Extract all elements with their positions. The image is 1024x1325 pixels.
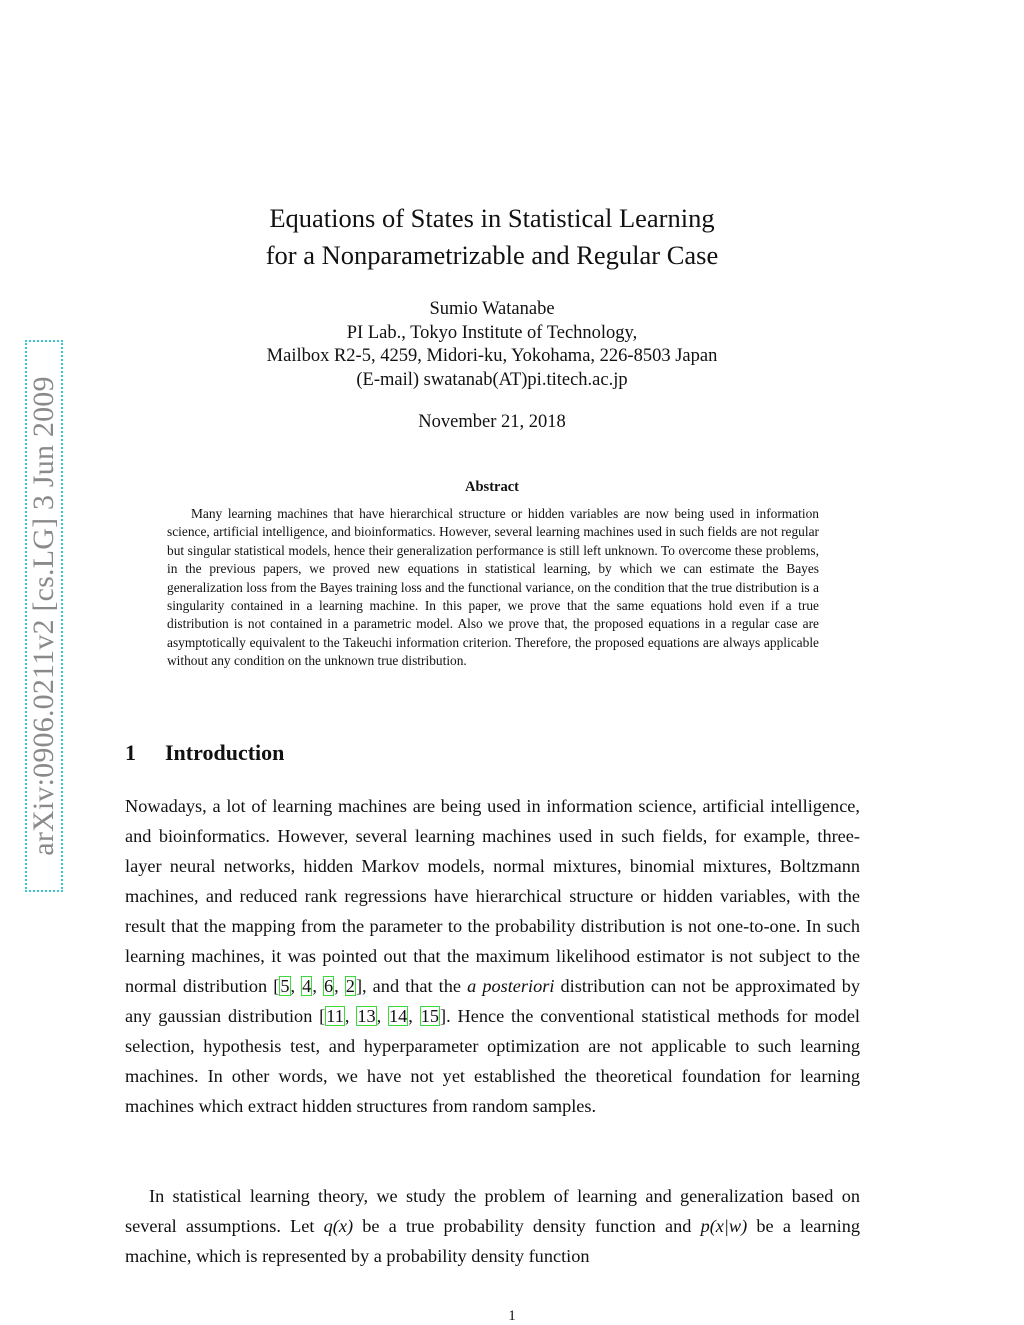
citation-link[interactable]: 4: [302, 976, 312, 996]
para2-text-3: be a learning machine, which is represented by a probability density function: [125, 1216, 860, 1266]
citation-link[interactable]: 2: [345, 976, 355, 996]
citation-link[interactable]: 6: [323, 976, 334, 996]
intro-paragraph-2: [125, 1181, 860, 1271]
citation-link[interactable]: 13: [357, 1006, 376, 1026]
para1-text-3: distribution can not be approximated by any gaussian distribution [: [125, 976, 861, 1026]
section-title: Introduction: [165, 740, 285, 765]
author-name: Sumio Watanabe: [429, 299, 555, 319]
math-q-of-x: q(x): [323, 1216, 354, 1236]
para1-italic-term: a posteriori: [467, 976, 555, 996]
math-p-of-x-given-w: p(x|w): [700, 1216, 748, 1236]
title-line-1: Equations of States in Statistical Learning: [269, 203, 715, 233]
author-email: (E-mail) swatanab(AT)pi.titech.ac.jp: [356, 369, 628, 390]
title-line-2: for a Nonparametrizable and Regular Case: [265, 240, 719, 270]
arxiv-stamp[interactable]: arXiv:0906.0211v2 [cs.LG] 3 Jun 2009: [27, 376, 60, 856]
para1-text-4: ]. Hence the conventional statistical methods for model selection, hypothesis test, and hyperparameter optimization are not applicable to such learning machines. In other words, we have not yet established the theoretical foundation for learning machines which extract hidden structures from random samples.: [125, 1006, 861, 1116]
para1-text-1: Nowadays, a lot of learning machines are being used in information science, artificial intelligence, and bioinformatics. However, several learning machines used in such fields, for example, three-layer neural networks, hidden Markov models, normal mixtures, binomial mixtures, Boltzmann machines, and reduced rank regressions have hierarchical structure or hidden variables, with the result that the mapping from the parameter to the probability distribution is not one-to-one. In such learning machines, it was pointed out that the maximum likelihood estimator is not subject to the normal distribution [: [125, 796, 860, 996]
author-block: [140, 298, 844, 392]
citation-link[interactable]: 11: [326, 1006, 344, 1026]
citation-link[interactable]: 14: [389, 1006, 408, 1026]
citation-link[interactable]: 5: [280, 976, 290, 996]
abstract-heading: Abstract: [465, 479, 519, 495]
paper-date: November 21, 2018: [418, 412, 566, 432]
author-affiliation: PI Lab., Tokyo Institute of Technology,: [346, 322, 638, 343]
section-heading-introduction: [125, 740, 284, 766]
section-number: 1: [125, 740, 136, 765]
page-number: 1: [508, 1308, 516, 1324]
paper-title: [140, 200, 844, 274]
abstract-text: Many learning machines that have hierarchical structure or hidden variables are now being used in information science, artificial intelligence, and bioinformatics. However, several learning machines used in such fields are not regular but singular statistical models, hence their generalization performance is still left unknown. To overcome these problems, in the previous papers, we proved new equations in statistical learning, by which we can estimate the Bayes generalization loss from the Bayes training loss and the functional variance, on the condition that the true distribution is a singularity contained in a learning machine. In this paper, we prove that the same equations hold even if a true distribution is not contained in a parametric model. Also we prove that, the proposed equations in a regular case are asymptotically equivalent to the Takeuchi information criterion. Therefore, the proposed equations are always applicable without any condition on the unknown true distribution.: [167, 506, 819, 669]
intro-paragraph-1: Nowadays, a lot of learning machines are being used in information science, artificial intelligence, and bioinformatics. However, several learning machines used in such fields, for example, three-layer neural networks, hidden Markov models, normal mixtures, binomial mixtures, Boltzmann machines, and reduced rank regressions have hierarchical structure or hidden variables, with the result that the mapping from the parameter to the probability distribution is not one-to-one. In such learning machines, it was pointed out that the maximum likelihood estimator is not subject to the normal distribution [5, 4, 6, 2], and that the a posteriori distribution can not be approximated by any gaussian distribution [11, 13, 14, 15]. Hence the conventional statistical methods for model selection, hypothesis test, and hyperparameter optimization are not applicable to such learning machines. In other words, we have not yet established the theoretical foundation for learning machines which extract hidden structures from random samples.: [125, 796, 861, 1116]
para2-text-2: be a true probability density function and: [353, 1216, 701, 1236]
author-address: Mailbox R2-5, 4259, Midori-ku, Yokohama, 226-8503 Japan: [266, 346, 718, 366]
para1-text-2: ], and that the: [355, 976, 468, 996]
para2-text-1: In statistical learning theory, we study the problem of learning and generalization based on several assumptions. Let: [125, 1186, 860, 1236]
citation-link[interactable]: 15: [420, 1006, 439, 1026]
